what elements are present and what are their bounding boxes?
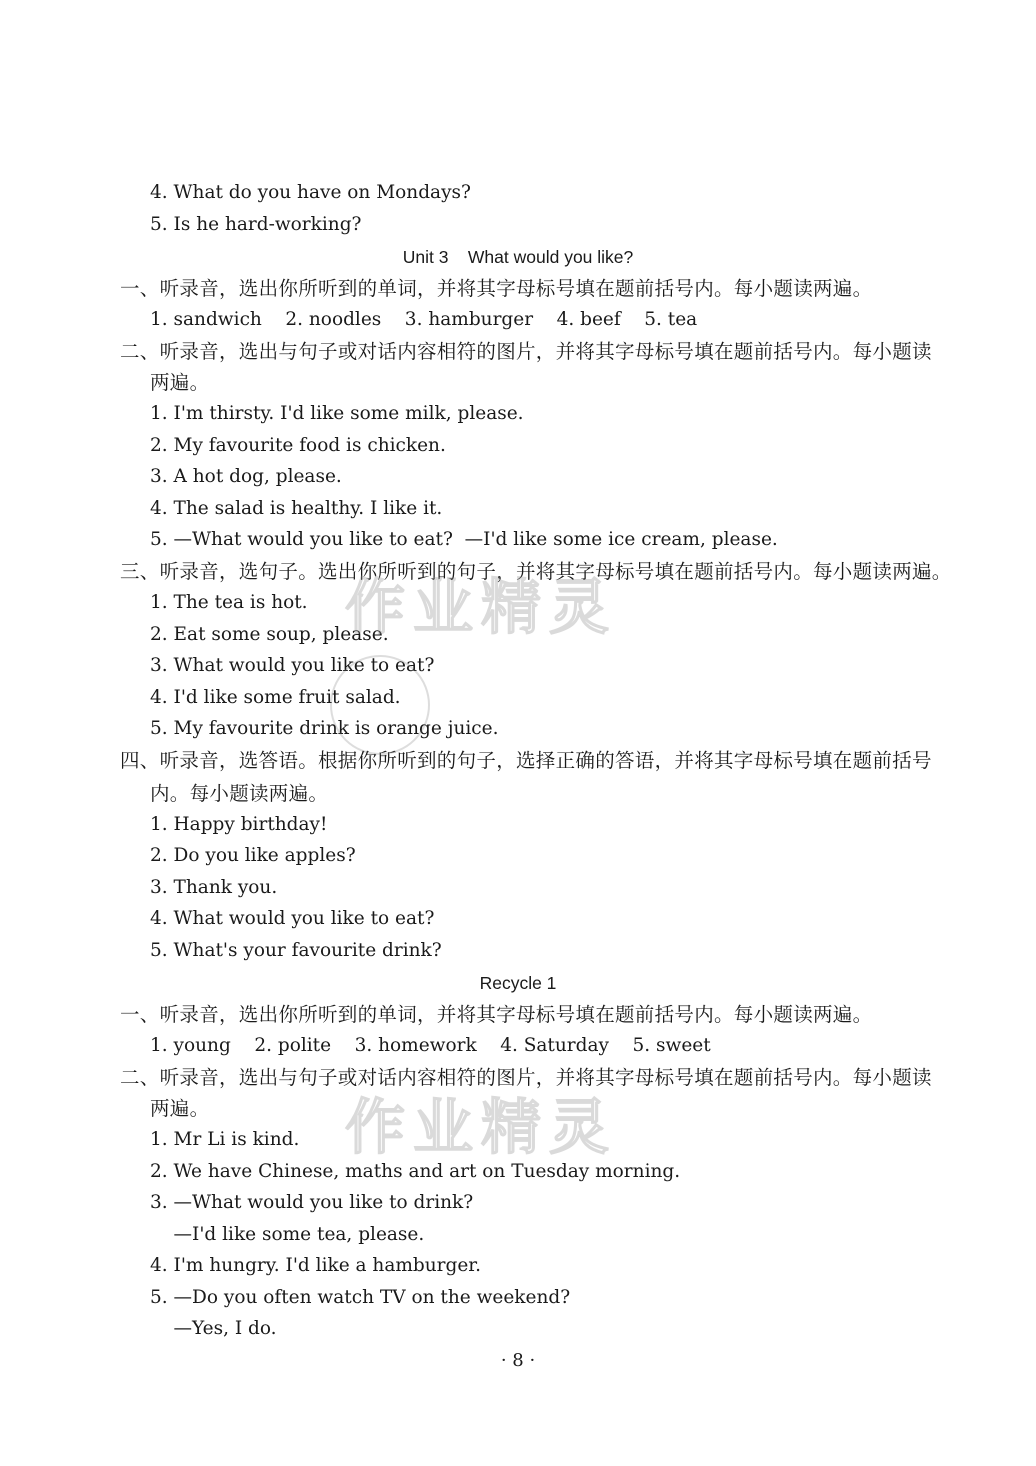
- list-item: 2. Do you like apples?: [150, 845, 356, 866]
- recycle1-section2-heading: 二、听录音，选出与句子或对话内容相符的图片，并将其字母标号填在题前括号内。每小题读: [120, 1066, 932, 1089]
- unit3-section4-heading-cont: 内。每小题读两遍。: [150, 782, 329, 805]
- watermark: 作业精灵: [345, 1093, 617, 1163]
- list-item: 5. —Do you often watch TV on the weekend?: [150, 1287, 571, 1308]
- recycle1-title: Recycle 1: [479, 973, 557, 993]
- prev-question-4: 4. What do you have on Mondays?: [150, 182, 471, 203]
- list-item: 2. My favourite food is chicken.: [150, 435, 446, 456]
- list-item: 5. —What would you like to eat? —I'd like some ice cream, please.: [150, 529, 778, 550]
- list-item: 2. We have Chinese, maths and art on Tuesday morning.: [150, 1161, 681, 1182]
- recycle1-section2-heading-cont: 两遍。: [150, 1097, 210, 1120]
- list-item: 4. What would you like to eat?: [150, 908, 435, 929]
- unit3-section3-heading: 三、听录音，选句子。选出你所听到的句子，并将其字母标号填在题前括号内。每小题读两遍。: [120, 560, 952, 583]
- prev-question-5: 5. Is he hard-working?: [150, 214, 362, 235]
- list-item: 3. —What would you like to drink?: [150, 1192, 474, 1213]
- page-number: · 8 ·: [500, 1350, 536, 1371]
- watermark-seal: [330, 655, 430, 755]
- unit3-title: Unit 3 What would you like?: [402, 247, 634, 267]
- list-item: 1. The tea is hot.: [150, 592, 308, 613]
- list-item: 5. What's your favourite drink?: [150, 940, 442, 961]
- unit3-section2-heading: 二、听录音，选出与句子或对话内容相符的图片，并将其字母标号填在题前括号内。每小题读: [120, 340, 932, 363]
- list-item: 5. My favourite drink is orange juice.: [150, 718, 499, 739]
- list-item: 2. Eat some soup, please.: [150, 624, 389, 645]
- list-item: 4. I'm hungry. I'd like a hamburger.: [150, 1255, 482, 1276]
- list-item: 3. What would you like to eat?: [150, 655, 435, 676]
- list-item: 4. The salad is healthy. I like it.: [150, 498, 443, 519]
- list-item: 3. Thank you.: [150, 877, 278, 898]
- unit3-section1-words: 1. sandwich 2. noodles 3. hamburger 4. beef 5. tea: [150, 309, 698, 330]
- unit3-section2-heading-cont: 两遍。: [150, 371, 210, 394]
- list-item: 1. Happy birthday!: [150, 814, 328, 835]
- list-item: —Yes, I do.: [150, 1318, 277, 1339]
- list-item: 3. A hot dog, please.: [150, 466, 342, 487]
- list-item: 1. Mr Li is kind.: [150, 1129, 300, 1150]
- list-item: 4. I'd like some fruit salad.: [150, 687, 401, 708]
- unit3-section4-heading: 四、听录音，选答语。根据你所听到的句子，选择正确的答语，并将其字母标号填在题前括号: [120, 749, 932, 772]
- recycle1-section1-heading: 一、听录音，选出你所听到的单词，并将其字母标号填在题前括号内。每小题读两遍。: [120, 1003, 873, 1026]
- recycle1-section1-words: 1. young 2. polite 3. homework 4. Saturday 5. sweet: [150, 1035, 711, 1056]
- list-item: —I'd like some tea, please.: [150, 1224, 425, 1245]
- list-item: 1. I'm thirsty. I'd like some milk, please.: [150, 403, 524, 424]
- watermark: 作业精灵: [345, 573, 617, 643]
- unit3-section1-heading: 一、听录音，选出你所听到的单词，并将其字母标号填在题前括号内。每小题读两遍。: [120, 277, 873, 300]
